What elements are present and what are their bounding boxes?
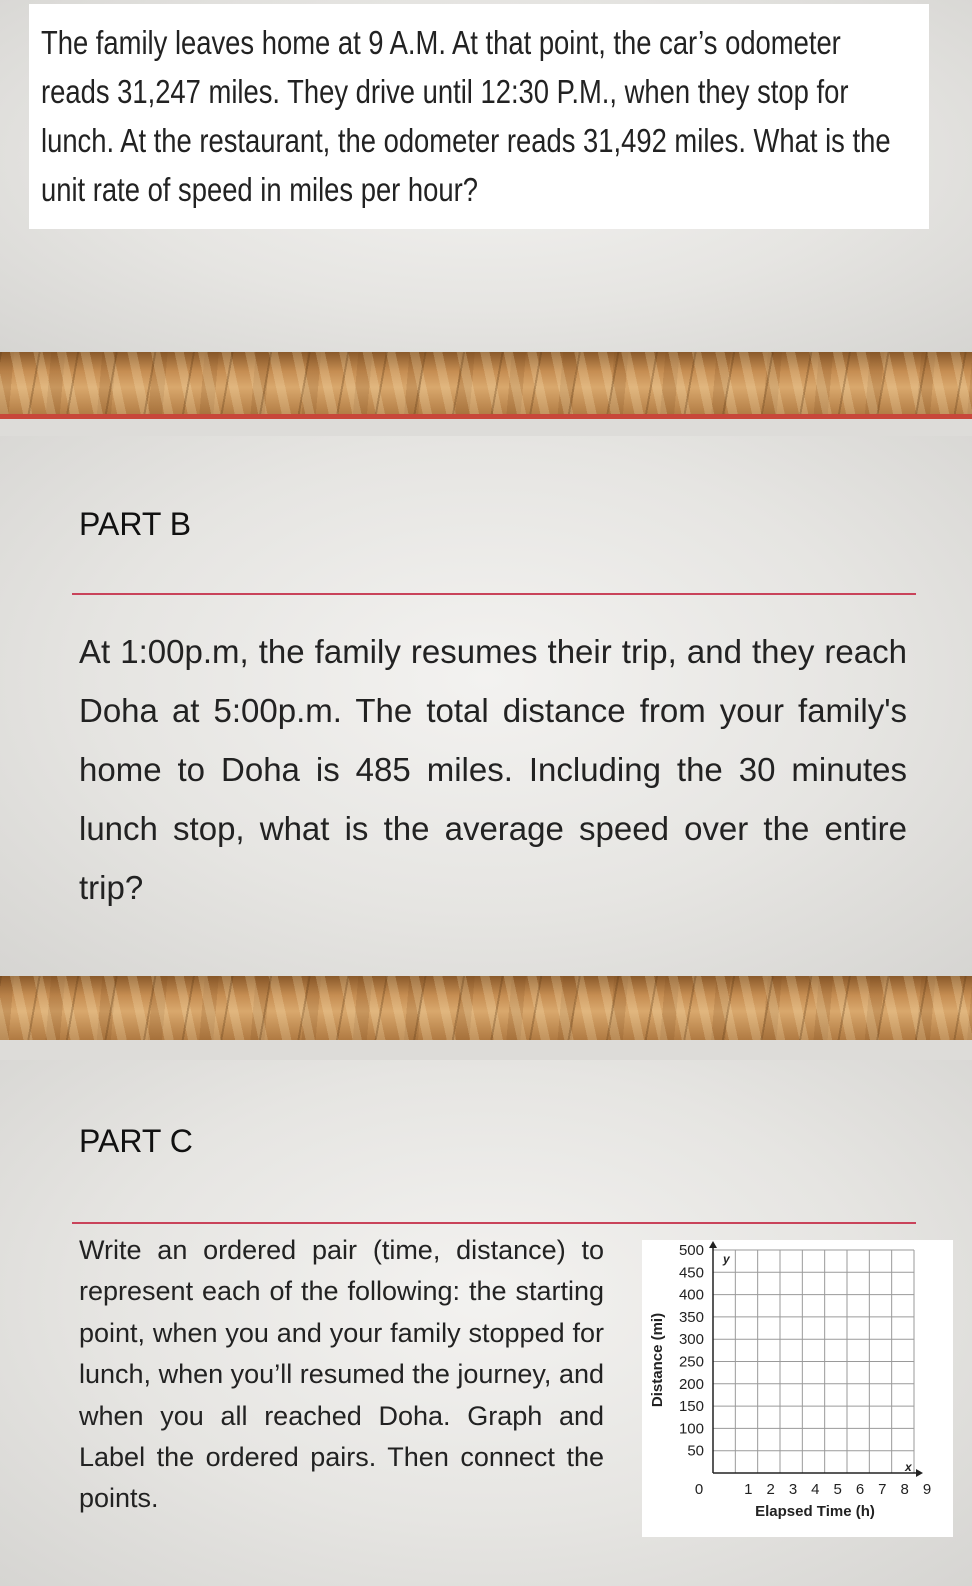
x-tick-label: 7 (878, 1481, 887, 1498)
y-tick-label: 150 (678, 1398, 704, 1416)
origin-label: 0 (694, 1481, 704, 1498)
x-axis-label: Elapsed Time (h) (755, 1503, 875, 1520)
x-tick-label: 3 (788, 1481, 798, 1498)
x-tick-label: 8 (900, 1481, 909, 1498)
floor-edge-stripe (0, 414, 972, 419)
x-tick-label: 2 (766, 1481, 775, 1498)
part-a-problem-text: The family leaves home at 9 A.M. At that point, the car’s odometer reads 31,247 miles. They drive until 12:30 P.M., when they stop for lunch. At the restaurant, the odometer reads 31,492 miles. What is the unit rate of speed in miles per hour? (41, 24, 891, 208)
y-tick-label: 50 (687, 1442, 704, 1460)
part-c-text: Write an ordered pair (time, distance) to represent each of the following: the starting point, when you and your family stopped for lunch, when you’ll resumed the journey, and when you all reached Doha. Graph and Label the ordered pairs. Then connect the points. (79, 1235, 604, 1514)
y-tick-label: 100 (678, 1420, 704, 1438)
x-axis-arrow (916, 1469, 923, 1477)
x-tick-label: 6 (855, 1481, 865, 1498)
x-tick-label: 9 (922, 1481, 932, 1498)
slide-part-a (0, 0, 972, 352)
y-tick-label: 300 (678, 1331, 704, 1349)
part-b-divider (72, 593, 916, 595)
x-axis-letter: x (905, 1460, 912, 1474)
y-tick-label: 200 (678, 1375, 704, 1393)
y-tick-label: 450 (678, 1264, 704, 1282)
y-axis-letter: y (723, 1252, 730, 1266)
wood-floor-divider (0, 976, 972, 1040)
part-c-title: PART C (79, 1123, 193, 1159)
y-tick-label: 500 (678, 1242, 704, 1259)
wood-floor-divider (0, 352, 972, 416)
part-b-title: PART B (79, 506, 192, 542)
part-c-divider (72, 1222, 916, 1224)
y-tick-label: 400 (678, 1286, 704, 1304)
x-tick-label: 4 (811, 1481, 820, 1498)
y-tick-label: 350 (678, 1308, 704, 1326)
distance-time-graph (642, 1240, 953, 1537)
x-tick-label: 5 (833, 1481, 842, 1498)
y-tick-label: 250 (678, 1353, 704, 1371)
problem-box (29, 4, 929, 229)
slide-part-c (0, 1060, 972, 1586)
slide-part-b (0, 436, 972, 976)
y-axis-label: Distance (mi) (649, 1312, 666, 1408)
x-tick-label: 1 (744, 1481, 753, 1498)
part-b-text: At 1:00p.m, the family resumes their trip, and they reach Doha at 5:00p.m. The total distance from your family's home to Doha is 485 miles. Including the 30 minutes lunch stop, what is the average speed over the entire trip? (79, 633, 907, 906)
y-axis-arrow (709, 1241, 717, 1248)
graph-svg (642, 1240, 953, 1537)
